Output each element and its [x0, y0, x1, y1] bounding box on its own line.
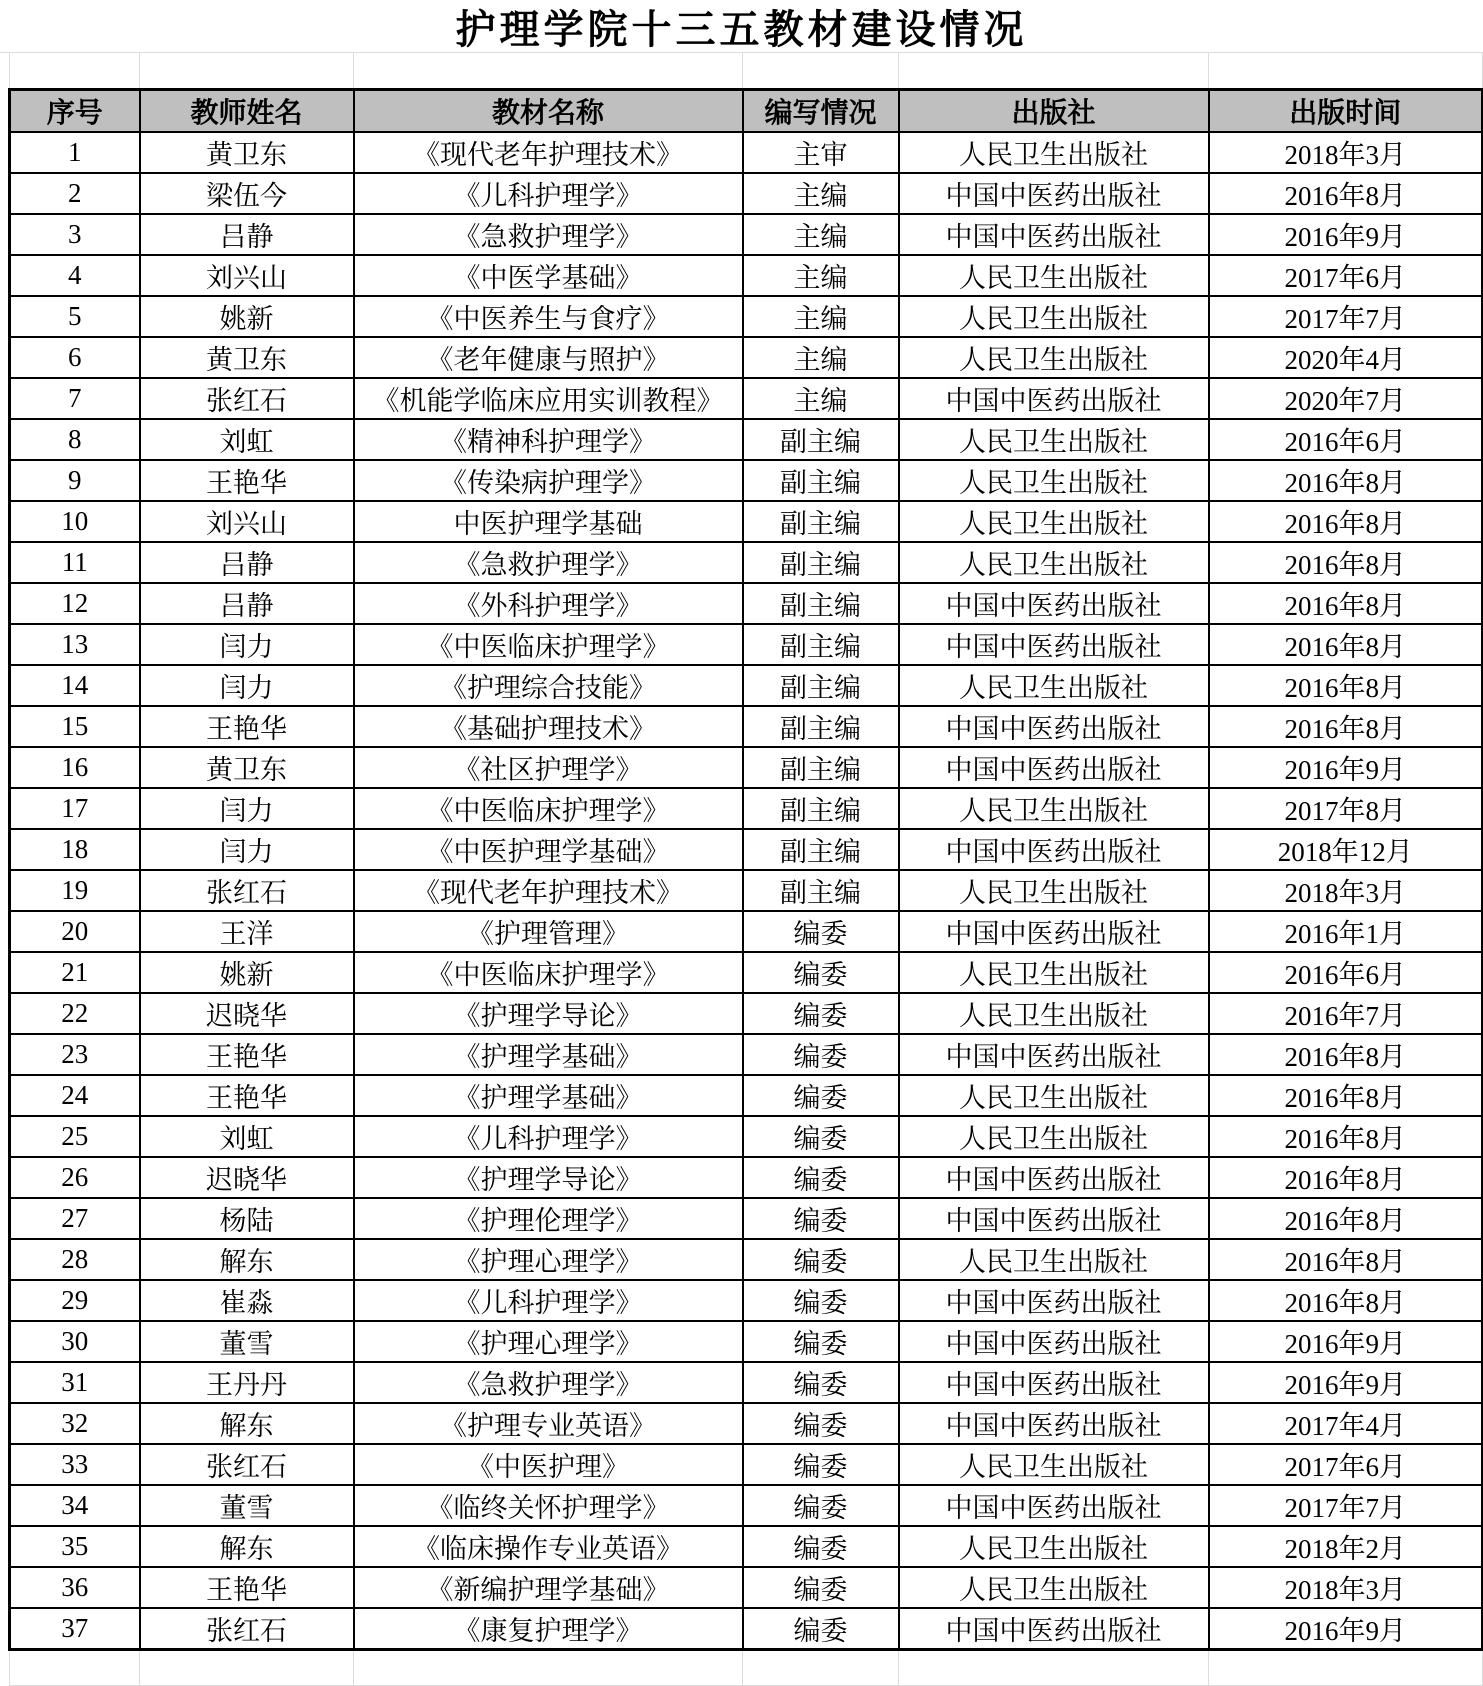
cell-index: 10	[10, 501, 140, 542]
cell-teacher-name: 张红石	[140, 1608, 354, 1650]
cell-index: 4	[10, 255, 140, 296]
cell-publisher: 人民卫生出版社	[899, 1526, 1209, 1567]
cell-role: 编委	[743, 1321, 899, 1362]
cell-index: 36	[10, 1567, 140, 1608]
cell-index: 35	[10, 1526, 140, 1567]
table-row	[10, 1280, 1483, 1321]
table-row	[10, 1157, 1483, 1198]
cell-publish-date: 2016年8月	[1209, 501, 1483, 542]
column-header-publisher: 出版社	[899, 89, 1209, 132]
cell-textbook-title: 《现代老年护理技术》	[354, 870, 743, 911]
cell-index: 37	[10, 1608, 140, 1650]
cell-teacher-name: 吕静	[140, 542, 354, 583]
cell-textbook-title: 《中医临床护理学》	[354, 788, 743, 829]
cell-teacher-name: 刘虹	[140, 419, 354, 460]
cell-publisher: 中国中医药出版社	[899, 829, 1209, 870]
cell-index: 2	[10, 173, 140, 214]
cell-teacher-name: 张红石	[140, 1444, 354, 1485]
cell-textbook-title: 《护理管理》	[354, 911, 743, 952]
cell-role: 副主编	[743, 788, 899, 829]
cell-publisher: 中国中医药出版社	[899, 1198, 1209, 1239]
cell-index: 16	[10, 747, 140, 788]
cell-index: 22	[10, 993, 140, 1034]
cell-teacher-name: 黄卫东	[140, 337, 354, 378]
cell-textbook-title: 《机能学临床应用实训教程》	[354, 378, 743, 419]
table-row	[10, 870, 1483, 911]
cell-index: 33	[10, 1444, 140, 1485]
cell-textbook-title: 《儿科护理学》	[354, 1280, 743, 1321]
cell-role: 编委	[743, 1239, 899, 1280]
cell-role: 编委	[743, 993, 899, 1034]
spacer-cell	[899, 53, 1209, 89]
column-header-role: 编写情况	[743, 89, 899, 132]
table-row	[10, 1608, 1483, 1650]
cell-publish-date: 2016年9月	[1209, 214, 1483, 255]
cell-role: 副主编	[743, 829, 899, 870]
cell-publish-date: 2017年7月	[1209, 296, 1483, 337]
table-row	[10, 542, 1483, 583]
spacer-cell	[10, 53, 140, 89]
cell-textbook-title: 《精神科护理学》	[354, 419, 743, 460]
cell-publisher: 人民卫生出版社	[899, 870, 1209, 911]
cell-publish-date: 2017年7月	[1209, 1485, 1483, 1526]
cell-teacher-name: 王艳华	[140, 706, 354, 747]
cell-publisher: 中国中医药出版社	[899, 1321, 1209, 1362]
cell-publish-date: 2016年8月	[1209, 1075, 1483, 1116]
cell-textbook-title: 《护理专业英语》	[354, 1403, 743, 1444]
cell-publish-date: 2016年8月	[1209, 706, 1483, 747]
cell-teacher-name: 董雪	[140, 1321, 354, 1362]
cell-index: 8	[10, 419, 140, 460]
cell-teacher-name: 王艳华	[140, 460, 354, 501]
cell-teacher-name: 王洋	[140, 911, 354, 952]
cell-index: 9	[10, 460, 140, 501]
cell-teacher-name: 刘虹	[140, 1116, 354, 1157]
cell-index: 6	[10, 337, 140, 378]
cell-role: 主编	[743, 173, 899, 214]
cell-publisher: 中国中医药出版社	[899, 1280, 1209, 1321]
cell-publisher: 人民卫生出版社	[899, 255, 1209, 296]
cell-textbook-title: 《护理综合技能》	[354, 665, 743, 706]
cell-publisher: 中国中医药出版社	[899, 1362, 1209, 1403]
cell-textbook-title: 《中医临床护理学》	[354, 624, 743, 665]
cell-publisher: 人民卫生出版社	[899, 952, 1209, 993]
cell-teacher-name: 闫力	[140, 829, 354, 870]
spacer-cell	[10, 1650, 140, 1686]
table-row	[10, 1526, 1483, 1567]
table-row	[10, 296, 1483, 337]
cell-textbook-title: 《现代老年护理技术》	[354, 132, 743, 173]
table-row	[10, 952, 1483, 993]
cell-index: 12	[10, 583, 140, 624]
spacer-cell	[354, 53, 743, 89]
cell-publish-date: 2020年4月	[1209, 337, 1483, 378]
cell-teacher-name: 梁伍今	[140, 173, 354, 214]
cell-role: 编委	[743, 1157, 899, 1198]
cell-textbook-title: 《外科护理学》	[354, 583, 743, 624]
cell-index: 30	[10, 1321, 140, 1362]
cell-publisher: 人民卫生出版社	[899, 501, 1209, 542]
table-row	[10, 132, 1483, 173]
cell-role: 副主编	[743, 501, 899, 542]
table-row	[10, 1198, 1483, 1239]
cell-publisher: 人民卫生出版社	[899, 665, 1209, 706]
cell-publish-date: 2016年9月	[1209, 1362, 1483, 1403]
cell-index: 25	[10, 1116, 140, 1157]
cell-publisher: 中国中医药出版社	[899, 624, 1209, 665]
cell-index: 15	[10, 706, 140, 747]
cell-publisher: 人民卫生出版社	[899, 1075, 1209, 1116]
table-row	[10, 1567, 1483, 1608]
spacer-cell	[743, 53, 899, 89]
cell-teacher-name: 解东	[140, 1239, 354, 1280]
cell-role: 主编	[743, 296, 899, 337]
cell-role: 编委	[743, 1403, 899, 1444]
cell-role: 编委	[743, 952, 899, 993]
cell-textbook-title: 《中医养生与食疗》	[354, 296, 743, 337]
cell-textbook-title: 《康复护理学》	[354, 1608, 743, 1650]
spacer-cell	[1209, 1650, 1483, 1686]
cell-role: 主编	[743, 255, 899, 296]
cell-index: 29	[10, 1280, 140, 1321]
cell-publisher: 人民卫生出版社	[899, 993, 1209, 1034]
cell-role: 副主编	[743, 542, 899, 583]
cell-publish-date: 2018年3月	[1209, 870, 1483, 911]
table-header-row	[10, 89, 1483, 132]
cell-teacher-name: 吕静	[140, 214, 354, 255]
cell-index: 3	[10, 214, 140, 255]
cell-teacher-name: 刘兴山	[140, 255, 354, 296]
cell-teacher-name: 黄卫东	[140, 132, 354, 173]
cell-publish-date: 2020年7月	[1209, 378, 1483, 419]
cell-textbook-title: 《中医临床护理学》	[354, 952, 743, 993]
cell-publisher: 中国中医药出版社	[899, 1608, 1209, 1650]
spacer-cell	[1209, 53, 1483, 89]
cell-textbook-title: 《急救护理学》	[354, 542, 743, 583]
cell-teacher-name: 姚新	[140, 952, 354, 993]
cell-publish-date: 2016年9月	[1209, 747, 1483, 788]
column-header-teacher-name: 教师姓名	[140, 89, 354, 132]
cell-publisher: 人民卫生出版社	[899, 788, 1209, 829]
cell-teacher-name: 迟晓华	[140, 993, 354, 1034]
spacer-cell	[140, 53, 354, 89]
table-row	[10, 1075, 1483, 1116]
cell-textbook-title: 《急救护理学》	[354, 214, 743, 255]
cell-role: 编委	[743, 1075, 899, 1116]
cell-index: 34	[10, 1485, 140, 1526]
cell-publisher: 人民卫生出版社	[899, 296, 1209, 337]
cell-textbook-title: 《新编护理学基础》	[354, 1567, 743, 1608]
cell-textbook-title: 《基础护理技术》	[354, 706, 743, 747]
spacer-row-top	[10, 53, 1483, 89]
cell-teacher-name: 王艳华	[140, 1075, 354, 1116]
cell-index: 27	[10, 1198, 140, 1239]
cell-role: 编委	[743, 1280, 899, 1321]
cell-publisher: 中国中医药出版社	[899, 1403, 1209, 1444]
cell-role: 编委	[743, 911, 899, 952]
cell-publisher: 中国中医药出版社	[899, 173, 1209, 214]
cell-textbook-title: 《儿科护理学》	[354, 1116, 743, 1157]
cell-publish-date: 2017年4月	[1209, 1403, 1483, 1444]
cell-teacher-name: 张红石	[140, 870, 354, 911]
cell-textbook-title: 《中医学基础》	[354, 255, 743, 296]
cell-role: 副主编	[743, 460, 899, 501]
spacer-cell	[743, 1650, 899, 1686]
cell-textbook-title: 《临床操作专业英语》	[354, 1526, 743, 1567]
cell-publisher: 人民卫生出版社	[899, 1239, 1209, 1280]
cell-publish-date: 2016年8月	[1209, 542, 1483, 583]
cell-role: 副主编	[743, 419, 899, 460]
cell-publisher: 中国中医药出版社	[899, 911, 1209, 952]
cell-role: 主审	[743, 132, 899, 173]
cell-publisher: 中国中医药出版社	[899, 583, 1209, 624]
cell-publisher: 中国中医药出版社	[899, 214, 1209, 255]
spacer-cell	[354, 1650, 743, 1686]
cell-teacher-name: 董雪	[140, 1485, 354, 1526]
cell-teacher-name: 吕静	[140, 583, 354, 624]
cell-publish-date: 2016年7月	[1209, 993, 1483, 1034]
cell-publisher: 人民卫生出版社	[899, 337, 1209, 378]
cell-index: 1	[10, 132, 140, 173]
table-row	[10, 337, 1483, 378]
table-row	[10, 255, 1483, 296]
cell-publish-date: 2016年8月	[1209, 173, 1483, 214]
cell-teacher-name: 崔淼	[140, 1280, 354, 1321]
table-row	[10, 911, 1483, 952]
cell-index: 11	[10, 542, 140, 583]
cell-publisher: 中国中医药出版社	[899, 747, 1209, 788]
cell-teacher-name: 张红石	[140, 378, 354, 419]
cell-textbook-title: 《护理学导论》	[354, 993, 743, 1034]
cell-textbook-title: 《急救护理学》	[354, 1362, 743, 1403]
table-row	[10, 1239, 1483, 1280]
table-row	[10, 1116, 1483, 1157]
textbook-table	[8, 53, 1483, 1686]
spacer-cell	[140, 1650, 354, 1686]
column-header-textbook-title: 教材名称	[354, 89, 743, 132]
cell-publish-date: 2016年8月	[1209, 1157, 1483, 1198]
table-row	[10, 419, 1483, 460]
table-row	[10, 1444, 1483, 1485]
cell-index: 13	[10, 624, 140, 665]
cell-publisher: 中国中医药出版社	[899, 378, 1209, 419]
cell-publisher: 人民卫生出版社	[899, 132, 1209, 173]
table-row	[10, 1362, 1483, 1403]
cell-publish-date: 2017年6月	[1209, 255, 1483, 296]
table-row	[10, 501, 1483, 542]
cell-role: 副主编	[743, 747, 899, 788]
cell-publish-date: 2016年8月	[1209, 665, 1483, 706]
cell-role: 副主编	[743, 665, 899, 706]
cell-role: 副主编	[743, 706, 899, 747]
cell-textbook-title: 《中医护理学基础》	[354, 829, 743, 870]
cell-role: 编委	[743, 1608, 899, 1650]
table-row	[10, 706, 1483, 747]
cell-publish-date: 2017年8月	[1209, 788, 1483, 829]
cell-publisher: 中国中医药出版社	[899, 1157, 1209, 1198]
cell-role: 编委	[743, 1526, 899, 1567]
cell-publish-date: 2016年8月	[1209, 1198, 1483, 1239]
cell-teacher-name: 王艳华	[140, 1034, 354, 1075]
table-row	[10, 1403, 1483, 1444]
cell-index: 28	[10, 1239, 140, 1280]
cell-index: 19	[10, 870, 140, 911]
cell-index: 26	[10, 1157, 140, 1198]
cell-role: 编委	[743, 1444, 899, 1485]
cell-teacher-name: 刘兴山	[140, 501, 354, 542]
cell-textbook-title: 中医护理学基础	[354, 501, 743, 542]
cell-publisher: 人民卫生出版社	[899, 542, 1209, 583]
cell-index: 7	[10, 378, 140, 419]
cell-role: 副主编	[743, 624, 899, 665]
cell-index: 18	[10, 829, 140, 870]
cell-publish-date: 2016年9月	[1209, 1608, 1483, 1650]
cell-publish-date: 2016年8月	[1209, 583, 1483, 624]
cell-publish-date: 2018年3月	[1209, 132, 1483, 173]
cell-publish-date: 2016年1月	[1209, 911, 1483, 952]
cell-role: 编委	[743, 1198, 899, 1239]
cell-publish-date: 2016年8月	[1209, 1280, 1483, 1321]
cell-publisher: 人民卫生出版社	[899, 1444, 1209, 1485]
cell-index: 21	[10, 952, 140, 993]
spacer-row-bottom	[10, 1650, 1483, 1686]
cell-publish-date: 2016年8月	[1209, 1116, 1483, 1157]
cell-publish-date: 2016年8月	[1209, 1239, 1483, 1280]
cell-role: 主编	[743, 378, 899, 419]
cell-teacher-name: 解东	[140, 1403, 354, 1444]
table-row	[10, 788, 1483, 829]
cell-textbook-title: 《护理心理学》	[354, 1321, 743, 1362]
cell-publish-date: 2018年2月	[1209, 1526, 1483, 1567]
cell-publisher: 人民卫生出版社	[899, 460, 1209, 501]
table-row	[10, 583, 1483, 624]
cell-index: 5	[10, 296, 140, 337]
cell-publish-date: 2018年3月	[1209, 1567, 1483, 1608]
cell-index: 32	[10, 1403, 140, 1444]
table-row	[10, 214, 1483, 255]
cell-textbook-title: 《护理心理学》	[354, 1239, 743, 1280]
cell-publisher: 中国中医药出版社	[899, 706, 1209, 747]
cell-role: 主编	[743, 214, 899, 255]
table-row	[10, 1485, 1483, 1526]
cell-role: 编委	[743, 1567, 899, 1608]
cell-role: 编委	[743, 1034, 899, 1075]
cell-teacher-name: 闫力	[140, 624, 354, 665]
cell-index: 31	[10, 1362, 140, 1403]
cell-teacher-name: 王艳华	[140, 1567, 354, 1608]
table-row	[10, 1321, 1483, 1362]
page-title: 护理学院十三五教材建设情况	[0, 0, 1483, 53]
cell-publisher: 人民卫生出版社	[899, 419, 1209, 460]
cell-textbook-title: 《传染病护理学》	[354, 460, 743, 501]
cell-role: 编委	[743, 1362, 899, 1403]
cell-textbook-title: 《中医护理》	[354, 1444, 743, 1485]
cell-publish-date: 2016年8月	[1209, 1034, 1483, 1075]
cell-textbook-title: 《儿科护理学》	[354, 173, 743, 214]
cell-publish-date: 2016年6月	[1209, 952, 1483, 993]
cell-teacher-name: 杨陆	[140, 1198, 354, 1239]
cell-teacher-name: 黄卫东	[140, 747, 354, 788]
cell-textbook-title: 《护理伦理学》	[354, 1198, 743, 1239]
table-row	[10, 747, 1483, 788]
cell-teacher-name: 王丹丹	[140, 1362, 354, 1403]
cell-role: 编委	[743, 1116, 899, 1157]
cell-role: 副主编	[743, 583, 899, 624]
spacer-cell	[899, 1650, 1209, 1686]
column-header-publish-date: 出版时间	[1209, 89, 1483, 132]
table-row	[10, 378, 1483, 419]
column-header-index: 序号	[10, 89, 140, 132]
cell-publish-date: 2016年9月	[1209, 1321, 1483, 1362]
cell-textbook-title: 《老年健康与照护》	[354, 337, 743, 378]
cell-textbook-title: 《社区护理学》	[354, 747, 743, 788]
cell-teacher-name: 姚新	[140, 296, 354, 337]
cell-publisher: 人民卫生出版社	[899, 1116, 1209, 1157]
table-row	[10, 624, 1483, 665]
cell-teacher-name: 闫力	[140, 788, 354, 829]
cell-index: 23	[10, 1034, 140, 1075]
cell-publisher: 中国中医药出版社	[899, 1034, 1209, 1075]
table-row	[10, 460, 1483, 501]
table-row	[10, 173, 1483, 214]
cell-role: 副主编	[743, 870, 899, 911]
cell-teacher-name: 闫力	[140, 665, 354, 706]
cell-textbook-title: 《护理学基础》	[354, 1034, 743, 1075]
cell-publisher: 中国中医药出版社	[899, 1485, 1209, 1526]
table-row	[10, 665, 1483, 706]
cell-publish-date: 2018年12月	[1209, 829, 1483, 870]
cell-teacher-name: 迟晓华	[140, 1157, 354, 1198]
cell-textbook-title: 《护理学基础》	[354, 1075, 743, 1116]
cell-publish-date: 2016年8月	[1209, 460, 1483, 501]
cell-publisher: 人民卫生出版社	[899, 1567, 1209, 1608]
cell-teacher-name: 解东	[140, 1526, 354, 1567]
cell-textbook-title: 《临终关怀护理学》	[354, 1485, 743, 1526]
cell-role: 主编	[743, 337, 899, 378]
cell-publish-date: 2016年8月	[1209, 624, 1483, 665]
cell-role: 编委	[743, 1485, 899, 1526]
table-row	[10, 993, 1483, 1034]
cell-index: 17	[10, 788, 140, 829]
cell-publish-date: 2017年6月	[1209, 1444, 1483, 1485]
cell-index: 20	[10, 911, 140, 952]
table-row	[10, 829, 1483, 870]
cell-index: 14	[10, 665, 140, 706]
cell-textbook-title: 《护理学导论》	[354, 1157, 743, 1198]
cell-index: 24	[10, 1075, 140, 1116]
cell-publish-date: 2016年6月	[1209, 419, 1483, 460]
table-row	[10, 1034, 1483, 1075]
